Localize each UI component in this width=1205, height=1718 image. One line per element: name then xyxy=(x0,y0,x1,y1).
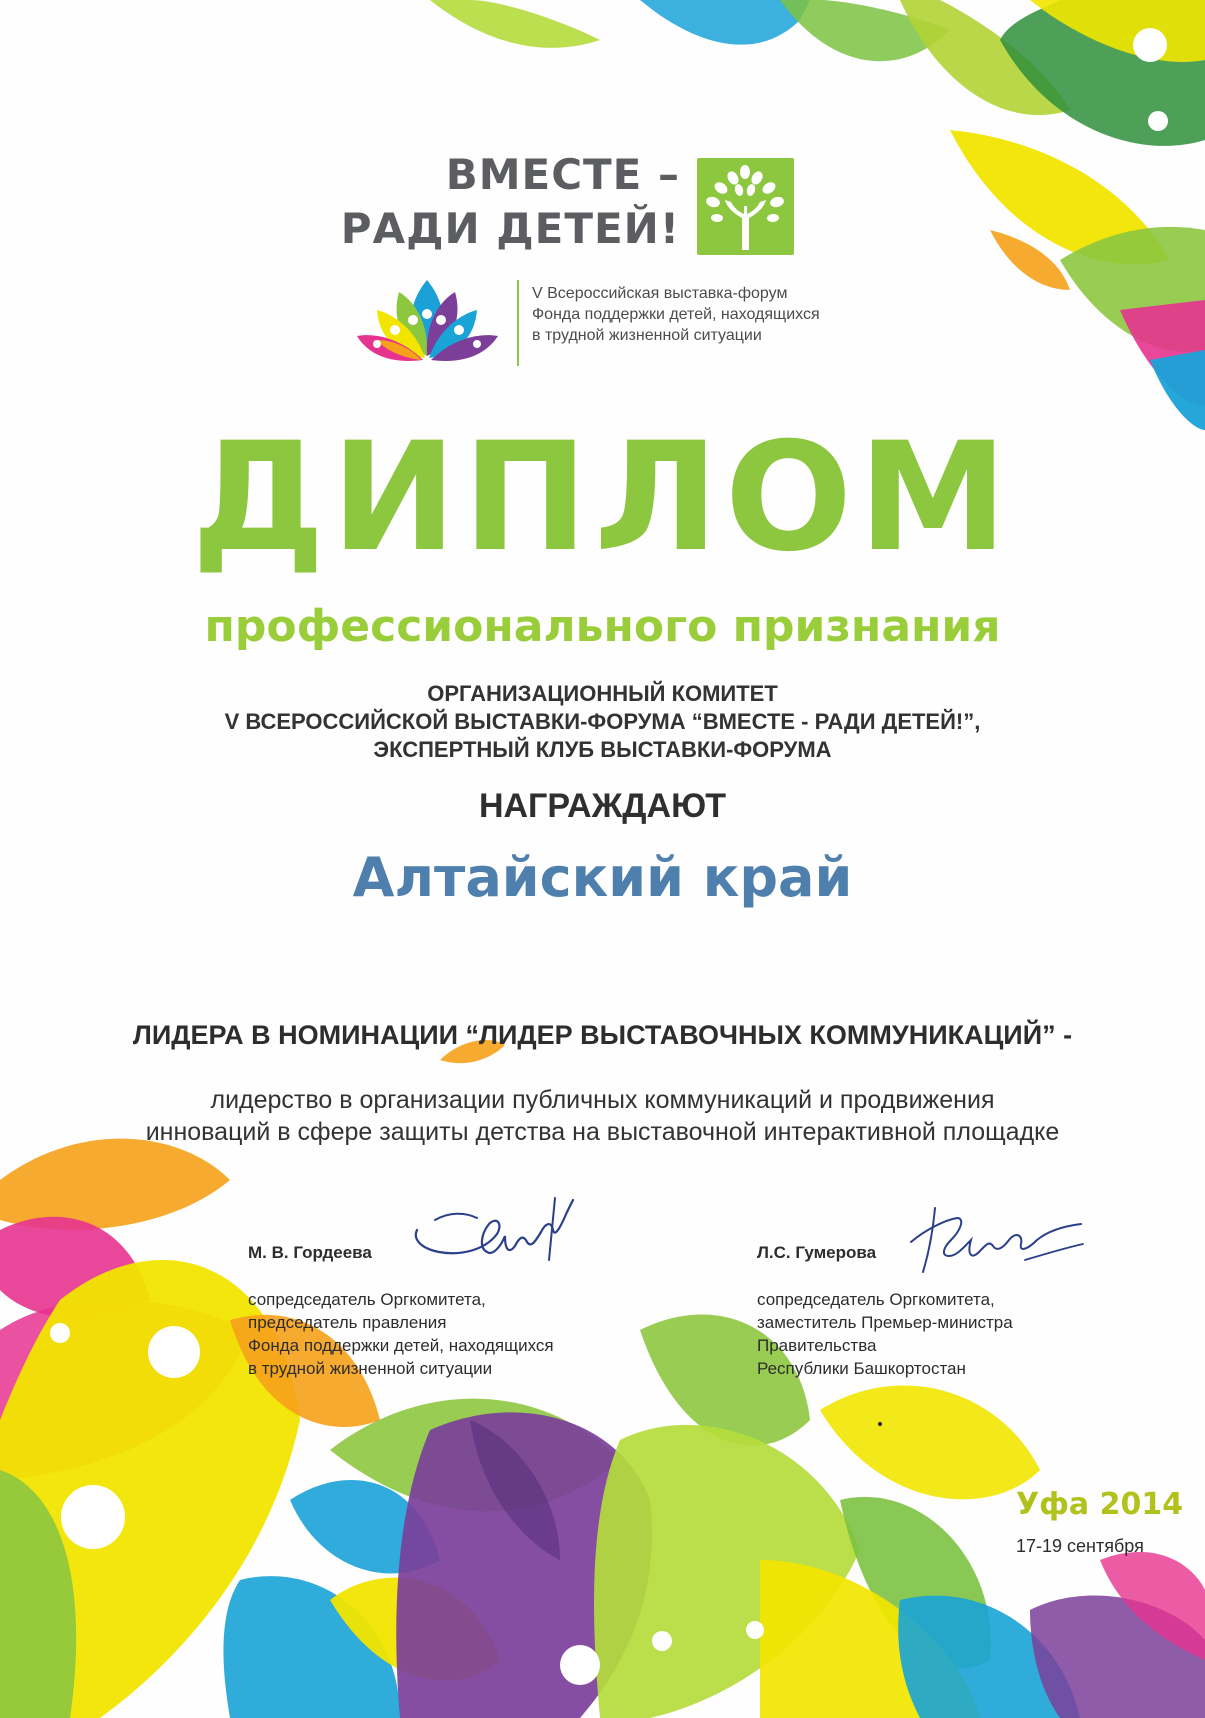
signer-role-line: Правительства xyxy=(757,1336,877,1355)
award-verb: НАГРАЖДАЮТ xyxy=(478,787,727,825)
signer-role-line: председатель правления xyxy=(248,1313,447,1332)
event-dates: 17-19 сентября xyxy=(1016,1536,1144,1556)
forum-subtitle-line: в трудной жизненной ситуации xyxy=(532,327,762,344)
nomination-description-line: инноваций в сфере защиты детства на выставочной интерактивной площадке xyxy=(145,1118,1060,1146)
tree-hand-icon xyxy=(697,158,794,255)
forum-subtitle xyxy=(532,283,912,346)
nomination-description xyxy=(0,1084,1205,1148)
forum-logo-title xyxy=(340,148,680,256)
signer-roles-gordeeva xyxy=(248,1288,554,1380)
logo-title-line2: РАДИ ДЕТЕЙ! xyxy=(340,204,680,253)
signature-gumerova xyxy=(905,1200,1085,1280)
recipient-name: Алтайский край xyxy=(352,846,853,909)
place-year: Уфа 2014 xyxy=(1016,1487,1184,1522)
committee-line: ЭКСПЕРТНЫЙ КЛУБ ВЫСТАВКИ-ФОРУМА xyxy=(373,737,832,762)
nomination-title: ЛИДЕРА В НОМИНАЦИИ “ЛИДЕР ВЫСТАВОЧНЫХ КОММУНИКАЦИЙ” - xyxy=(132,1020,1073,1050)
signer-role-line: Республики Башкортостан xyxy=(757,1359,966,1378)
signer-role-line: сопредседатель Оргкомитета, xyxy=(757,1290,995,1309)
forum-subtitle-line: V Всероссийская выставка-форум xyxy=(532,285,788,302)
committee-line: V ВСЕРОССИЙСКОЙ ВЫСТАВКИ-ФОРУМА “ВМЕСТЕ - РАДИ ДЕТЕЙ!”, xyxy=(224,709,981,734)
nomination-description-line: лидерство в организации публичных коммуникаций и продвижения xyxy=(210,1086,995,1114)
signer-name-gordeeva: М. В. Гордеева xyxy=(248,1243,372,1262)
committee-line: ОРГАНИЗАЦИОННЫЙ КОМИТЕТ xyxy=(427,681,778,706)
logo-title-line1: ВМЕСТЕ – xyxy=(445,150,680,199)
forum-subtitle-line: Фонда поддержки детей, находящихся xyxy=(532,306,820,323)
committee-text xyxy=(0,680,1205,764)
signer-role-line: в трудной жизненной ситуации xyxy=(248,1359,493,1378)
signer-name-gumerova: Л.С. Гумерова xyxy=(757,1243,877,1262)
signer-role-line: Фонда поддержки детей, находящихся xyxy=(248,1336,554,1355)
signer-role-line: сопредседатель Оргкомитета, xyxy=(248,1290,486,1309)
flower-people-icon xyxy=(355,274,500,364)
logo-divider xyxy=(517,280,519,366)
diploma-title: ДИПЛОМ xyxy=(191,411,1014,585)
signer-roles-gumerova xyxy=(757,1288,1013,1380)
signature-gordeeva xyxy=(405,1190,585,1280)
signer-role-line: заместитель Премьер-министра xyxy=(757,1313,1013,1332)
diploma-subtitle: профессионального признания xyxy=(204,601,1001,652)
